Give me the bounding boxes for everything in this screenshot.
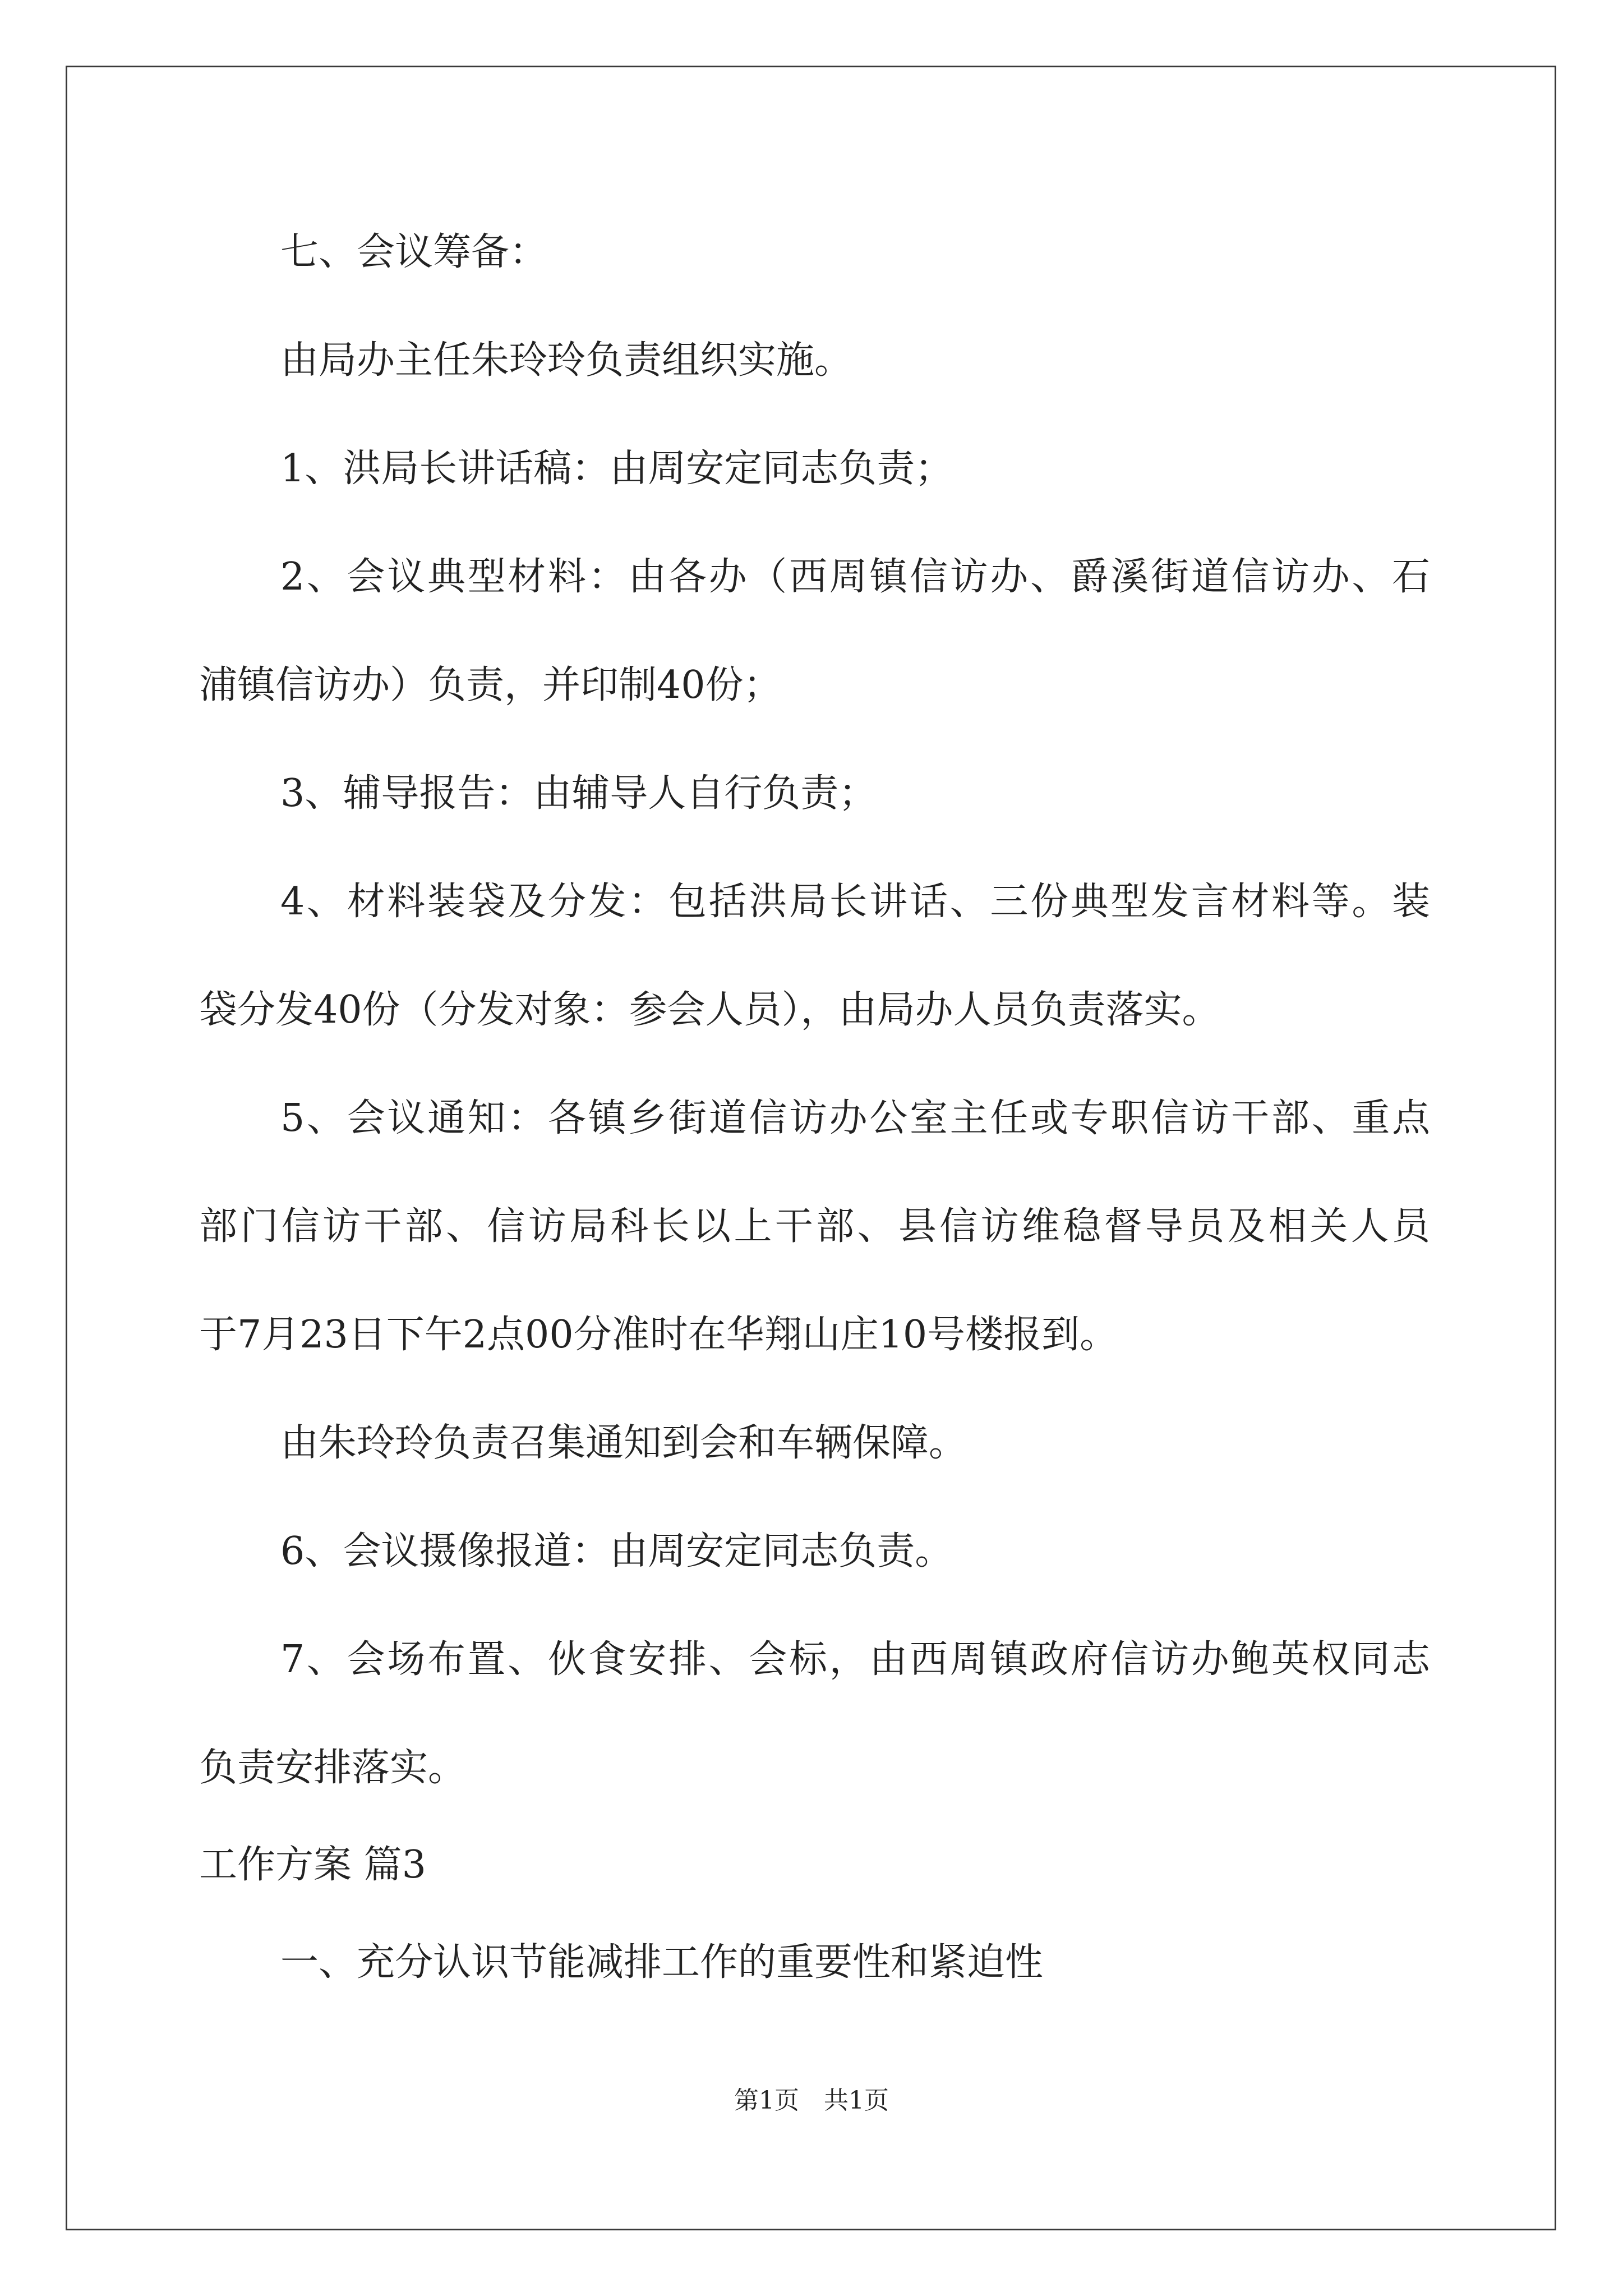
section-title: 工作方案 篇3 [199,1843,426,1887]
page-footer: 第1页 共1页 [734,2086,889,2115]
paragraph-item-2: 2、会议典型材料：由各办（西周镇信访办、爵溪街道信访办、石 [280,555,1430,599]
paragraph-item-7: 7、会场布置、伙食安排、会标，由西周镇政府信访办鲍英权同志 [280,1637,1430,1682]
paragraph-item-4-cont: 袋分发40份（分发对象：参会人员），由局办人员负责落实。 [199,988,1220,1032]
paragraph-item-5-cont2: 于7月23日下午2点00分准时在华翔山庄10号楼报到。 [199,1313,1118,1357]
paragraph-item-7-cont: 负责安排落实。 [199,1746,467,1790]
paragraph-item-5-cont: 部门信访干部、信访局科长以上干部、县信访维稳督导员及相关人员 [199,1204,1430,1249]
paragraph-section-heading: 七、会议筹备： [280,230,548,274]
paragraph-item-2-cont: 浦镇信访办）负责，并印制40份； [199,663,782,707]
paragraph-notice-owner: 由朱玲玲负责召集通知到会和车辆保障。 [280,1421,967,1465]
paragraph-item-4: 4、材料装袋及分发：包括洪局长讲话、三份典型发言材料等。装 [280,880,1430,924]
paragraph-organizer: 由局办主任朱玲玲负责组织实施。 [280,338,853,383]
paragraph-item-6: 6、会议摄像报道：由周安定同志负责。 [280,1529,953,1573]
paragraph-item-5: 5、会议通知：各镇乡街道信访办公室主任或专职信访干部、重点 [280,1096,1430,1140]
paragraph-item-3: 3、辅导报告：由辅导人自行负责； [280,771,877,816]
page-border [66,66,1556,2230]
paragraph-item-1: 1、洪局长讲话稿：由周安定同志负责； [280,447,953,491]
paragraph-subsection-1: 一、充分认识节能减排工作的重要性和紧迫性 [280,1940,1044,1985]
